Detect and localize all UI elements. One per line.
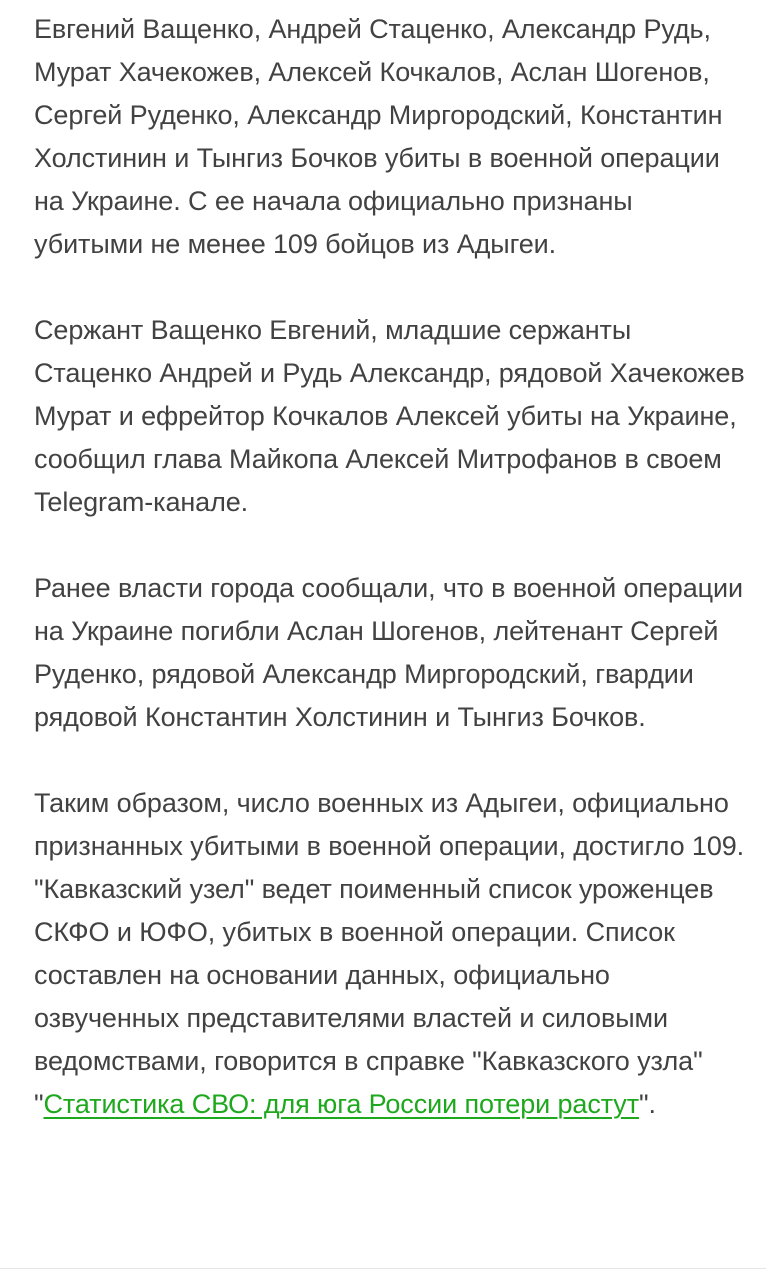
article-paragraph-1: Евгений Ващенко, Андрей Стаценко, Александр Рудь, Мурат Хачекожев, Алексей Кочкалов, Аслан Шогенов, Сергей Руденко, Александр Миргородский, Константин Холстинин и Тынгиз Бочков убиты в военной операции на Украине. С ее начала официально признаны убитыми не менее 109 бойцов из Адыгеи. — [34, 14, 723, 259]
article-paragraph-2: Сержант Ващенко Евгений, младшие сержанты Стаценко Андрей и Рудь Александр, рядовой Хачекожев Мурат и ефрейтор Кочкалов Алексей убиты на Украине, сообщил глава Майкопа Алексей Митрофанов в своем Telegram-канале. — [34, 315, 745, 517]
statistics-article-link[interactable]: Статистика СВО: для юга России потери растут — [43, 1089, 639, 1119]
article-paragraph-4 — [34, 782, 746, 1126]
bottom-divider — [0, 1268, 766, 1269]
article-paragraph-3: Ранее власти города сообщали, что в военной операции на Украине погибли Аслан Шогенов, лейтенант Сергей Руденко, рядовой Александр Миргородский, гвардии рядовой Константин Холстинин и Тынгиз Бочков. — [34, 573, 743, 732]
paragraph-text-before-link: Таким образом, число военных из Адыгеи, официально признанных убитыми в военной операции, достигло 109. "Кавказский узел" ведет поименный список уроженцев СКФО и ЮФО, убитых в военной операции. Список составлен на основании данных, официально озвученных представителями властей и силовыми ведомствами, говорится в справке "Кавказского узла" " — [34, 788, 745, 1119]
article-body — [34, 8, 746, 1126]
paragraph-text-after-link: ". — [638, 1089, 656, 1119]
